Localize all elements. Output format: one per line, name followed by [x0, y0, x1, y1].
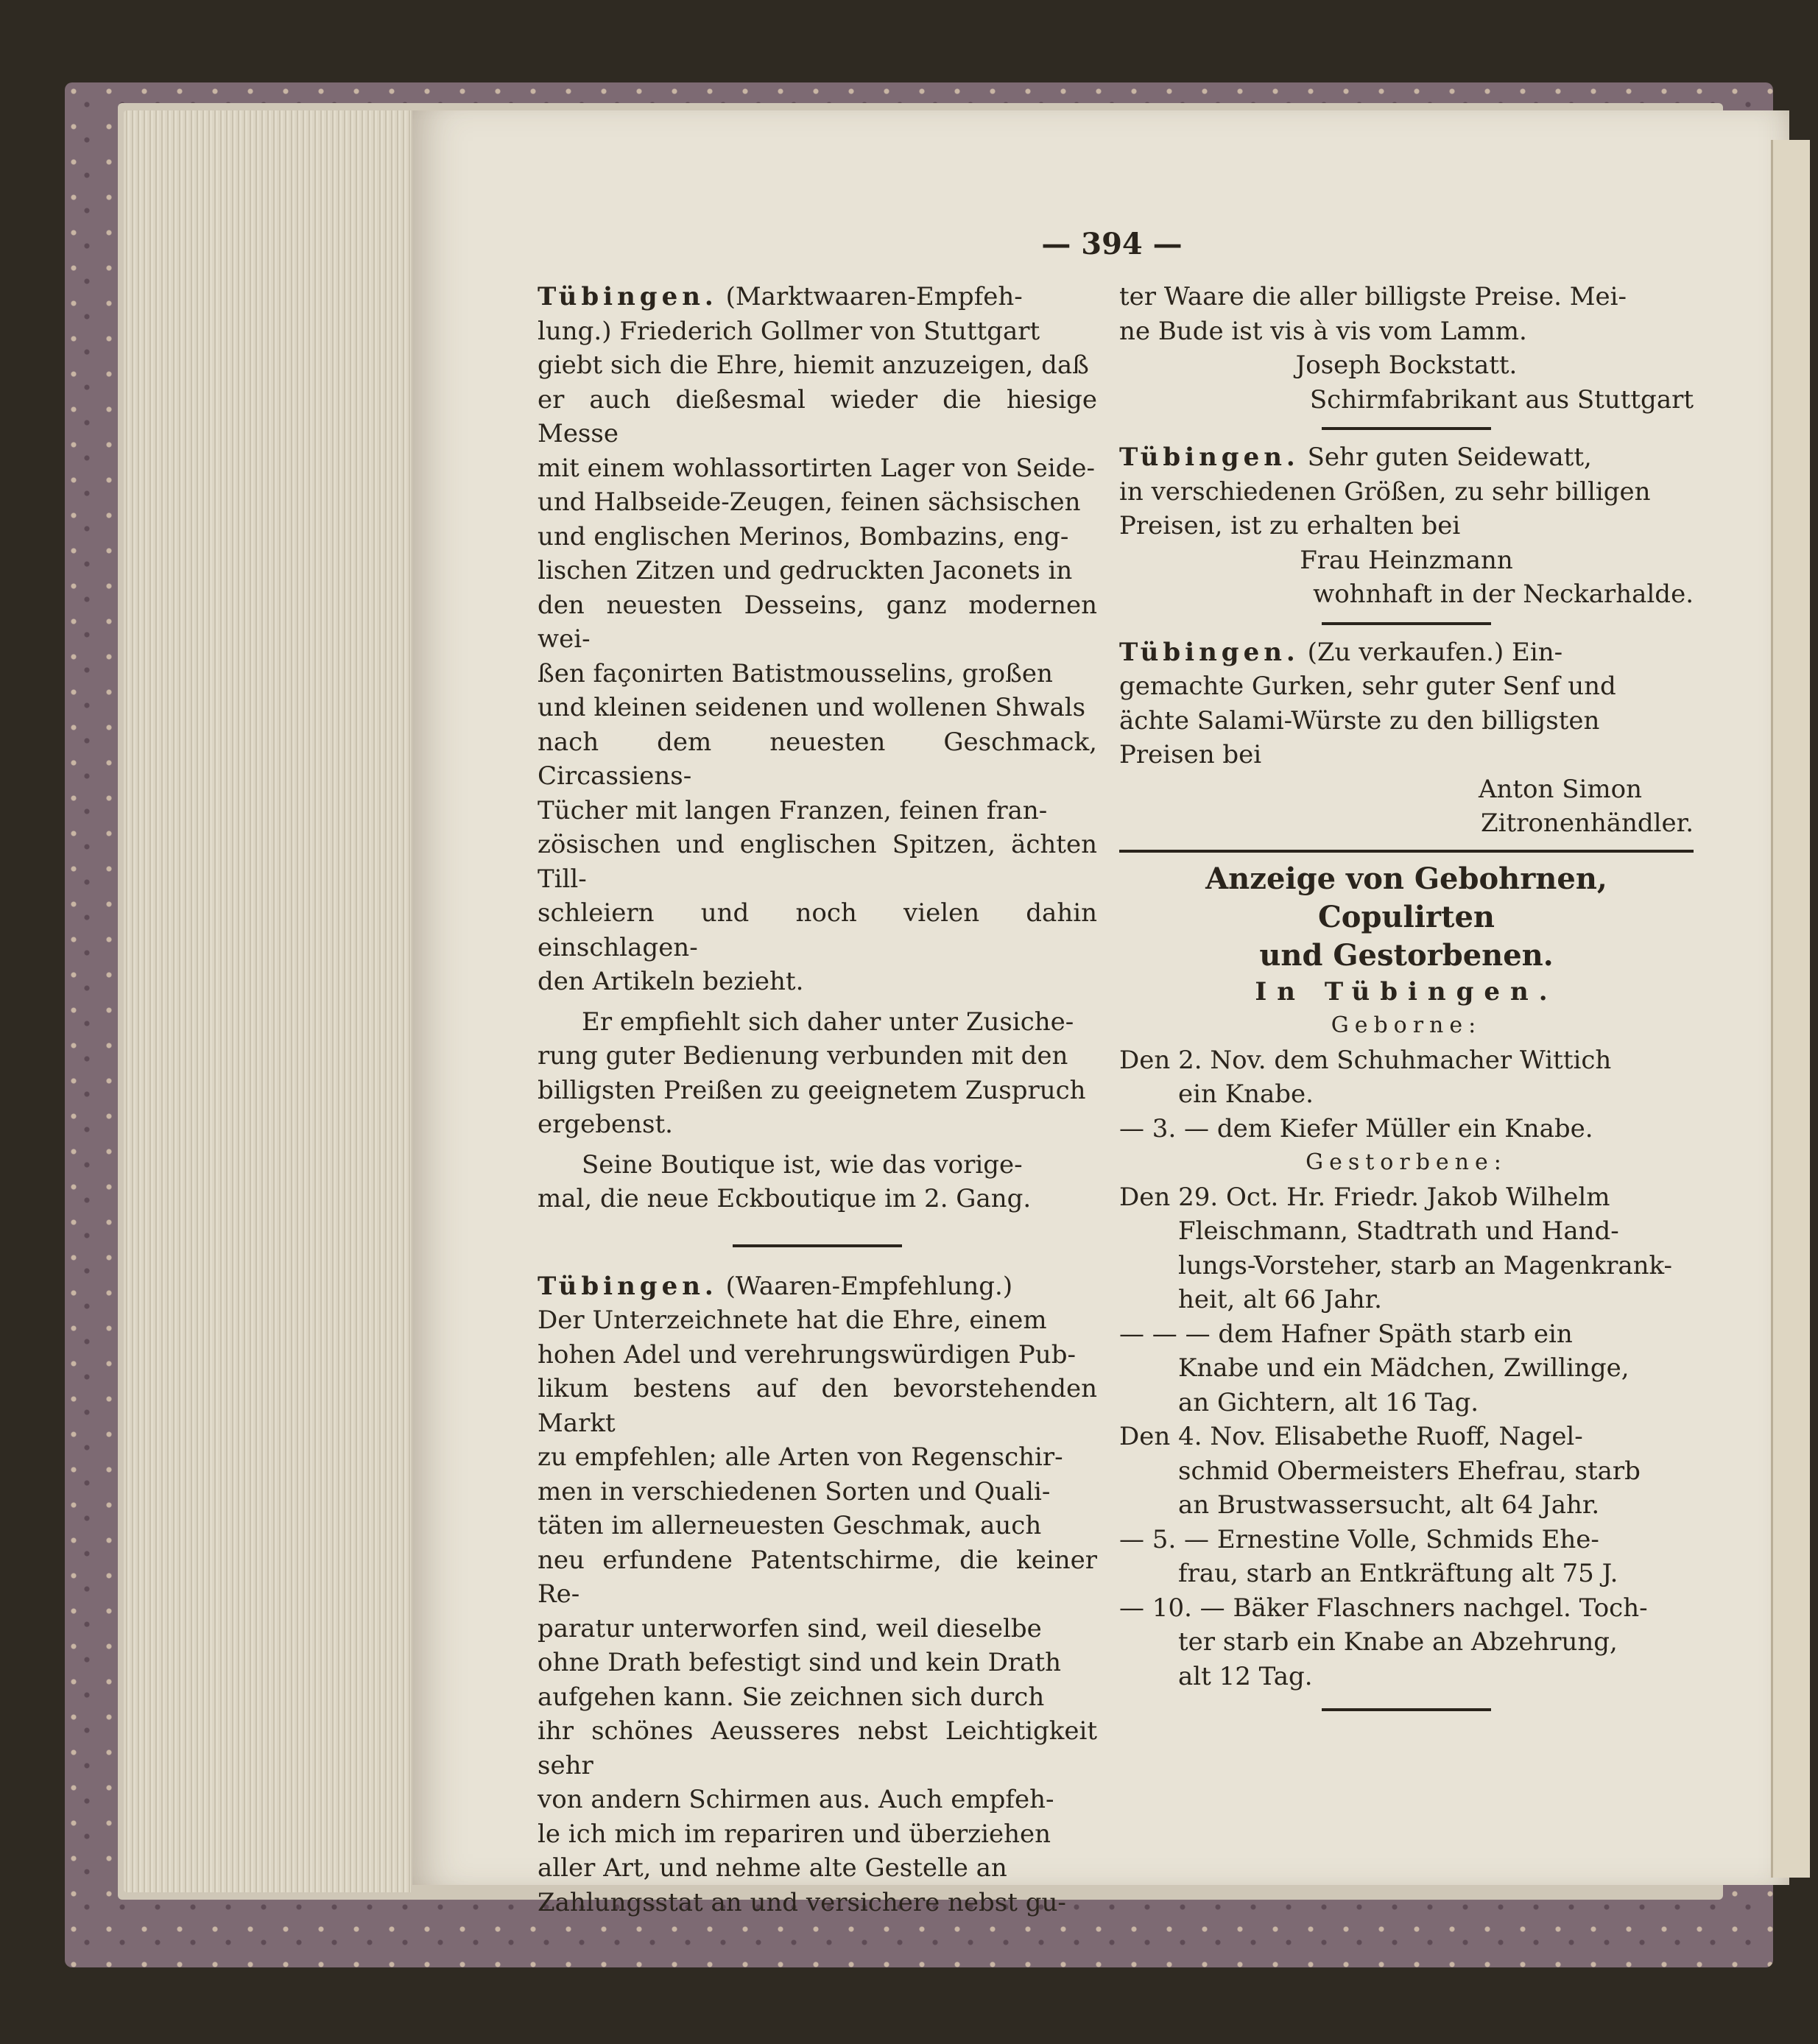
- died-entry: — 5. — Ernestine Volle, Schmids Ehe- frau, starb an Entkräftung alt 75 J.: [1119, 1524, 1618, 1588]
- ad-bockstatt-sig1: Joseph Bockstatt.: [1295, 350, 1518, 380]
- died-entry: Den 4. Nov. Elisabethe Ruoff, Nagel- schmid Obermeisters Ehefrau, starb an Brustwassersucht, alt 64 Jahr.: [1119, 1422, 1641, 1520]
- page-number: — 394 —: [1041, 227, 1183, 261]
- ad-gollmer-text: (Marktwaaren-Empfeh- lung.) Friederich Gollmer von Stuttgart giebt sich die Ehre, hiemit anzuzeigen, daß er auch dießesmal wieder die hiesige Messe mit einem wohlassortirten Lager von Seide- und Halbseide-Zeugen, feinen sächsischen und englischen Merinos, Bombazins, eng- lischen Zitzen und gedruckten Jaconets in den neuesten Desseins, ganz modernen wei- ßen façonirten Batistmousselins, großen und kleinen seidenen und wollenen Shwals nach dem neuesten Geschmack, Circassiens- Tücher mit langen Franzen, feinen fran- zösischen und englischen Spitzen, ächten Till- schleiern und noch vielen dahin einschlagen- den Artikeln bezieht.: [538, 282, 1097, 996]
- ad-gollmer-para2: Er empfiehlt sich daher unter Zusiche- rung guter Bedienung verbunden mit den billigsten Preißen zu geeignetem Zuspruch ergebenst.: [538, 1007, 1086, 1139]
- ad-heinzmann-lead: Tübingen.: [1119, 443, 1300, 472]
- ad-bockstatt-sig2: Schirmfabrikant aus Stuttgart: [1309, 384, 1694, 415]
- ad-heinzmann-text: Sehr guten Seidewatt, in verschiedenen Größen, zu sehr billigen Preisen, ist zu erhalten bei: [1119, 443, 1651, 540]
- died-entry: — — — dem Hafner Späth starb ein Knabe und ein Mädchen, Zwillinge, an Gichtern, alt 16 Tag.: [1119, 1319, 1629, 1417]
- born-entry: Den 2. Nov. dem Schuhmacher Wittich ein Knabe.: [1119, 1045, 1612, 1109]
- right-column: [1119, 280, 1694, 1721]
- died-entry: — 10. — Bäker Flaschners nachgel. Toch- ter starb ein Knabe an Abzehrung, alt 12 Tag.: [1119, 1593, 1648, 1691]
- ad-heinzmann-sig2: wohnhaft in der Neckarhalde.: [1313, 579, 1694, 609]
- died-label: Gestorbene:: [1306, 1149, 1507, 1175]
- divider: [1322, 427, 1491, 430]
- divider: [1322, 622, 1491, 625]
- ad-gollmer-lead: Tübingen.: [538, 282, 718, 311]
- left-column: [538, 280, 1097, 1920]
- died-entry: Den 29. Oct. Hr. Friedr. Jakob Wilhelm Fleischmann, Stadtrath und Hand- lungs-Vorsteher, starb an Magenkrank- heit, alt 66 Jahr.: [1119, 1182, 1673, 1314]
- divider: [733, 1244, 902, 1247]
- ad-simon-lead: Tübingen.: [1119, 637, 1300, 667]
- born-label: Geborne:: [1331, 1012, 1482, 1038]
- ad-heinzmann: [1119, 440, 1694, 543]
- ad-simon-sig2: Zitronenhändler.: [1481, 808, 1694, 838]
- right-page-strip: [1771, 140, 1810, 1878]
- section-place: In Tübingen.: [1255, 976, 1558, 1007]
- ad-bockstatt-text: (Waaren-Empfehlung.) Der Unterzeichnete hat die Ehre, einem hohen Adel und verehrungswürdigen Pub- likum bestens auf den bevorstehenden Markt zu empfehlen; alle Arten von Regenschir- men in verschiedenen Sorten und Quali- täten im allerneuesten Geschmak, auch neu erfundene Patentschirme, die keiner Re- paratur unterworfen sind, weil dieselbe ohne Drath befestigt sind und kein Drath aufgehen kann. Sie zeichnen sich durch ihr schönes Aeusseres nebst Leichtigkeit sehr von andern Schirmen aus. Auch empfeh- le ich mich im repariren und überziehen aller Art, und nehme alte Gestelle an Zahlungsstat an und versichere nebst gu-: [538, 1271, 1097, 1917]
- ad-simon: [1119, 635, 1694, 772]
- ad-simon-text: (Zu verkaufen.) Ein- gemachte Gurken, sehr guter Senf und ächte Salami-Würste zu den billigsten Preisen bei: [1119, 637, 1616, 769]
- ad-heinzmann-sig1: Frau Heinzmann: [1300, 545, 1513, 575]
- ad-bockstatt: [538, 1269, 1097, 1920]
- ad-gollmer-para3: Seine Boutique ist, wie das vorige- mal, die neue Eckboutique im 2. Gang.: [538, 1149, 1032, 1213]
- divider: [1322, 1708, 1491, 1711]
- ad-bockstatt-lead: Tübingen.: [538, 1271, 718, 1301]
- section-divider: [1119, 850, 1694, 853]
- ad-simon-sig1: Anton Simon: [1478, 774, 1642, 804]
- page-edges: [124, 110, 411, 1892]
- section-heading: Anzeige von Gebohrnen, Copulirten und Gestorbenen.: [1205, 861, 1607, 973]
- ad-gollmer: [538, 280, 1097, 999]
- born-entry: — 3. — dem Kiefer Müller ein Knabe.: [1119, 1113, 1593, 1143]
- ad-bockstatt-cont: ter Waare die aller billigste Preise. Mei- ne Bude ist vis à vis vom Lamm.: [1119, 282, 1627, 346]
